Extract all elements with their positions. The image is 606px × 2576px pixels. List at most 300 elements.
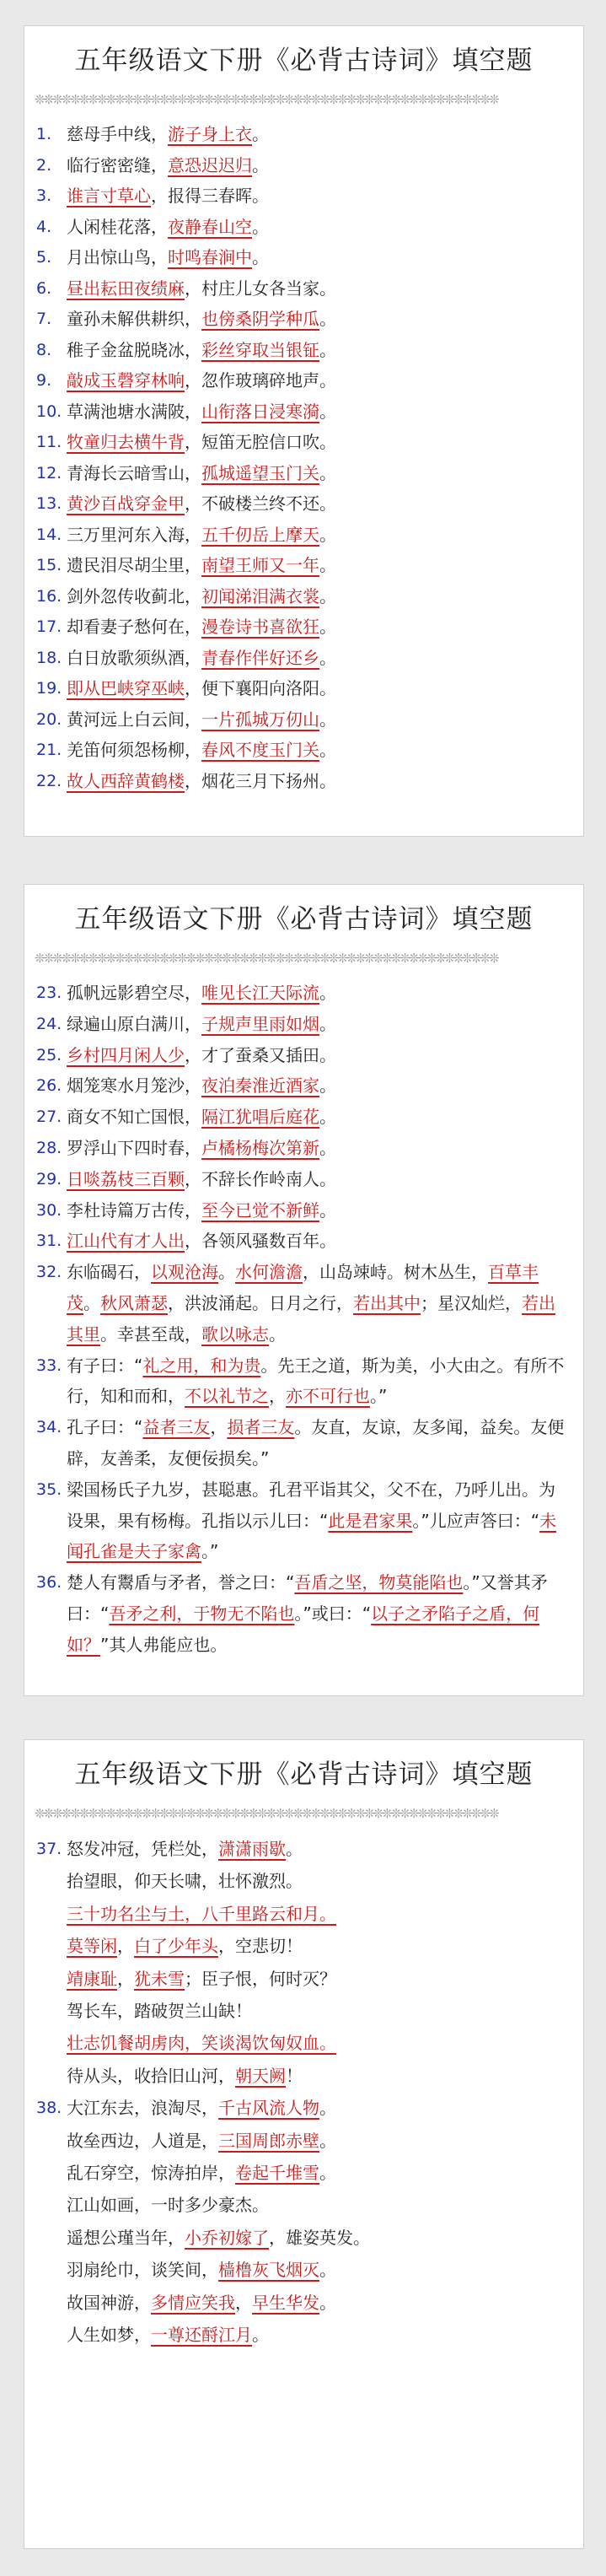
question-text <box>67 1164 568 1195</box>
prompt-text: ；星汉灿烂， <box>421 1292 522 1313</box>
question-number: 6. <box>36 278 52 298</box>
question-list <box>36 119 568 796</box>
prompt-text: 烟笼寒水月笼沙， <box>67 1075 201 1097</box>
prompt-text: 。”或曰：“ <box>294 1603 372 1624</box>
question-text <box>67 150 568 181</box>
question-item <box>36 1474 568 1567</box>
worksheet-page-2 <box>24 884 584 1696</box>
answer-text: 未闻孔雀是夫子家禽 <box>67 1510 557 1562</box>
prompt-text: ，烟花三月下扬州。 <box>185 770 336 791</box>
answer-text: 靖康耻 <box>67 1968 117 1989</box>
prompt-text: ，各领风骚数百年。 <box>185 1231 336 1252</box>
prompt-text: 。 <box>319 2163 336 2184</box>
question-number: 11. <box>36 433 62 451</box>
question-item <box>36 550 568 581</box>
question-text <box>67 520 568 551</box>
question-item <box>36 766 568 797</box>
prompt-text: 。 <box>319 309 336 329</box>
answer-text: 益者三友 <box>142 1417 211 1438</box>
question-item <box>36 978 568 1009</box>
question-item <box>36 150 568 181</box>
question-number: 2. <box>36 155 52 175</box>
answer-text: 时鸣春涧中 <box>168 247 252 267</box>
prompt-text: 楚人有鬻盾与矛者，誉之曰：“ <box>67 1572 295 1593</box>
prompt-text: ！ <box>286 2065 303 2086</box>
answer-text: 乡村四月闲人少 <box>67 1044 185 1065</box>
prompt-text: 草满池塘水满陂， <box>67 401 201 422</box>
prompt-text: 。 <box>319 1137 336 1158</box>
question-item <box>36 520 568 551</box>
star-divider: ❊❊❊❊❊❊❊❊❊❊❊❊❊❊❊❊❊❊❊❊❊❊❊❊❊❊❊❊❊❊❊❊❊❊❊❊❊❊❊❊❊❊❊❊❊❊❊❊❊❊❊❊ <box>35 1806 498 1821</box>
star-divider: ❊❊❊❊❊❊❊❊❊❊❊❊❊❊❊❊❊❊❊❊❊❊❊❊❊❊❊❊❊❊❊❊❊❊❊❊❊❊❊❊❊❊❊❊❊❊❊❊❊❊❊❊ <box>35 92 498 107</box>
question-number <box>36 2125 67 2157</box>
question-item <box>36 212 568 243</box>
question-text <box>67 458 568 489</box>
prompt-text: 。 <box>252 154 269 175</box>
answer-text: 至今已觉不新鲜 <box>201 1199 319 1221</box>
question-number: 14. <box>36 525 62 544</box>
answer-text: 以子之矛陷子之盾，何如？ <box>67 1603 540 1655</box>
prompt-text: 。 <box>286 1839 303 1859</box>
question-item <box>36 1040 568 1071</box>
question-item <box>36 1412 568 1474</box>
prompt-text: 。 <box>319 2130 336 2151</box>
question-item <box>36 735 568 766</box>
question-text <box>67 1102 568 1133</box>
prompt-text: 待从头，收拾旧山河， <box>67 2065 235 2086</box>
question-number: 27. <box>36 1107 62 1127</box>
answer-text: 夜静春山空 <box>168 216 252 237</box>
question-item <box>36 1133 568 1164</box>
question-text <box>67 273 568 304</box>
question-item <box>36 1009 568 1040</box>
question-number: 31. <box>36 1231 62 1251</box>
question-item <box>36 1350 568 1413</box>
question-item <box>36 242 568 273</box>
question-number: 33. <box>36 1355 62 1375</box>
prompt-text: 。”又誉其矛曰：“ <box>67 1572 548 1624</box>
question-item <box>36 1567 568 1660</box>
answer-text: 一片孤城万仞山 <box>201 709 319 730</box>
prompt-text: 。 <box>319 339 336 360</box>
prompt-text: 人闲桂花落， <box>67 216 168 237</box>
question-text <box>67 735 568 766</box>
question-text <box>67 365 568 396</box>
answer-text: 吾矛之利，于物无不陷也 <box>109 1603 295 1624</box>
answer-text: 秋风萧瑟 <box>100 1292 168 1313</box>
prompt-text: 却看妻子愁何在， <box>67 617 201 637</box>
prompt-text: 。 <box>319 462 336 483</box>
prompt-text: 罗浮山下四时春， <box>67 1137 201 1158</box>
prompt-text: ， <box>269 1386 286 1407</box>
question-item <box>36 2157 568 2189</box>
question-number: 8. <box>36 340 52 359</box>
answer-text: 孤城遥望玉门关 <box>201 462 319 483</box>
question-text <box>67 766 568 797</box>
prompt-text: 。 <box>252 2325 269 2346</box>
prompt-text: ，不破楼兰终不还。 <box>185 493 336 514</box>
question-item <box>36 1195 568 1226</box>
question-item <box>36 1102 568 1133</box>
prompt-text: 。 <box>252 124 269 144</box>
answer-text: 也傍桑阴学种瓜 <box>201 309 319 329</box>
prompt-text: 大江东去，浪淘尽， <box>67 2098 218 2119</box>
question-text <box>67 1009 568 1040</box>
question-text <box>67 1226 568 1257</box>
prompt-text: 。” <box>370 1386 388 1407</box>
question-item <box>36 427 568 458</box>
question-item <box>36 704 568 736</box>
question-item <box>36 1963 568 1995</box>
question-text <box>67 1833 568 1865</box>
prompt-text: 。 <box>319 617 336 637</box>
question-text <box>67 427 568 458</box>
question-text <box>67 1898 568 1930</box>
question-text <box>67 2254 568 2286</box>
question-number: 4. <box>36 217 52 236</box>
answer-text: 初闻涕泪满衣裳 <box>201 585 319 606</box>
question-item <box>36 2092 568 2124</box>
question-number: 29. <box>36 1169 62 1188</box>
page-title: 五年级语文下册《必背古诗词》填空题 <box>74 46 534 76</box>
answer-text: 漫卷诗书喜欲狂 <box>201 617 319 637</box>
answer-text: 多情应笑我 <box>151 2292 235 2313</box>
question-text <box>67 1040 568 1071</box>
question-text <box>67 581 568 612</box>
answer-text: 若出其中 <box>353 1292 421 1313</box>
question-text <box>67 1257 568 1350</box>
answer-text: 吾盾之坚，物莫能陷也 <box>294 1572 464 1593</box>
answer-text: 朝天阙 <box>235 2065 286 2086</box>
question-number <box>36 2254 67 2286</box>
prompt-text: 。”儿应声答曰：“ <box>412 1510 540 1531</box>
question-number <box>36 1930 67 1962</box>
question-text <box>67 335 568 366</box>
prompt-text: ，报得三春晖。 <box>151 186 269 206</box>
question-text <box>67 978 568 1009</box>
prompt-text: ， <box>117 1936 134 1957</box>
prompt-text: 临行密密缝， <box>67 154 168 175</box>
answer-text: 以观沧海 <box>151 1262 218 1283</box>
question-item <box>36 1833 568 1865</box>
question-text <box>67 2287 568 2319</box>
prompt-text: 商女不知亡国恨， <box>67 1107 201 1128</box>
question-number <box>36 2319 67 2351</box>
question-text <box>67 1865 568 1897</box>
question-item <box>36 181 568 212</box>
prompt-text: 。 <box>319 1013 336 1034</box>
answer-text: 意恐迟迟归 <box>168 154 252 175</box>
question-item <box>36 2222 568 2254</box>
answer-text: 一尊还酹江月 <box>151 2325 252 2346</box>
question-item <box>36 273 568 304</box>
prompt-text: 李杜诗篇万古传， <box>67 1199 201 1221</box>
worksheet-page-1 <box>24 25 584 837</box>
question-number <box>36 2027 67 2059</box>
answer-text: 南望王师又一年 <box>201 555 319 575</box>
question-item <box>36 643 568 674</box>
prompt-text: 抬望眼，仰天长啸，壮怀激烈。 <box>67 1871 303 1892</box>
question-text <box>67 1350 568 1413</box>
prompt-text: 怒发冲冠，凭栏处， <box>67 1839 218 1859</box>
worksheet-page-3 <box>24 1739 584 2549</box>
prompt-text: 。” <box>201 1541 219 1562</box>
prompt-text: 剑外忽传收蓟北， <box>67 585 201 606</box>
prompt-text: 。 <box>319 647 336 668</box>
answer-text: 夜泊秦淮近酒家 <box>201 1075 319 1097</box>
question-text <box>67 1412 568 1474</box>
question-item <box>36 2125 568 2157</box>
answer-text: 水何澹澹 <box>235 1262 303 1283</box>
prompt-text: 江山如画，一时多少豪杰。 <box>67 2195 269 2216</box>
question-number: 13. <box>36 494 62 513</box>
answer-text: 故人西辞黄鹤楼 <box>67 770 185 791</box>
answer-text: 潇潇雨歇 <box>218 1839 286 1859</box>
page-title: 五年级语文下册《必背古诗词》填空题 <box>74 1760 534 1790</box>
question-text <box>67 1474 568 1567</box>
answer-text: 春风不度玉门关 <box>201 740 319 760</box>
answer-text: 此是君家果 <box>328 1510 413 1531</box>
answer-text: 不以礼节之 <box>185 1386 269 1407</box>
prompt-text: 孔子曰：“ <box>67 1417 143 1438</box>
question-item <box>36 612 568 643</box>
prompt-text: ，不辞长作岭南人。 <box>185 1168 336 1189</box>
question-number <box>36 2157 67 2189</box>
question-number <box>36 2287 67 2319</box>
prompt-text: ，空悲切！ <box>218 1936 303 1957</box>
prompt-text: 。 <box>319 740 336 760</box>
question-number: 35. <box>36 1479 62 1499</box>
question-number <box>36 1898 67 1930</box>
question-text <box>67 2189 568 2221</box>
question-number: 34. <box>36 1418 62 1437</box>
answer-text: 壮志饥餐胡虏肉，笑谈渴饮匈奴血。 <box>67 2033 336 2054</box>
answer-text: 千古风流人物 <box>218 2098 319 2119</box>
prompt-text: 。先王之道，斯为美，小大由之。有所不行，知和而和， <box>67 1355 565 1407</box>
answer-text: 游子身上衣 <box>168 124 252 144</box>
prompt-text: 。 <box>252 247 269 267</box>
question-text <box>67 1133 568 1164</box>
question-text <box>67 488 568 520</box>
question-number <box>36 2060 67 2092</box>
prompt-text: 遥想公瑾当年， <box>67 2227 185 2248</box>
prompt-text: 羌笛何须怨杨柳， <box>67 740 201 760</box>
prompt-text: 。 <box>319 1199 336 1221</box>
question-text <box>67 1070 568 1102</box>
prompt-text: 。 <box>319 1075 336 1097</box>
answer-text: 小乔初嫁了 <box>185 2227 269 2248</box>
question-text <box>67 304 568 335</box>
prompt-text: ，村庄儿女各当家。 <box>185 278 336 299</box>
question-text <box>67 2027 568 2059</box>
question-text <box>67 612 568 643</box>
prompt-text: 。 <box>319 524 336 545</box>
answer-text: 三国周郎赤壁 <box>218 2130 319 2151</box>
answer-text: 若出其里 <box>67 1292 555 1345</box>
question-item <box>36 1898 568 1930</box>
question-list <box>36 1833 568 2352</box>
question-number: 18. <box>36 648 62 667</box>
question-item <box>36 1930 568 1962</box>
prompt-text: 。 <box>218 1262 235 1283</box>
question-text <box>67 2092 568 2124</box>
question-number <box>36 1865 67 1897</box>
prompt-text: ，雄姿英发。 <box>269 2227 370 2248</box>
prompt-text: 东临碣石， <box>67 1262 151 1283</box>
answer-text: 百草丰茂 <box>67 1262 539 1313</box>
question-number: 23. <box>36 984 62 1002</box>
question-item <box>36 396 568 428</box>
answer-text: 子规声里雨如烟 <box>201 1013 319 1034</box>
question-text <box>67 2157 568 2189</box>
question-text <box>67 704 568 736</box>
answer-text: 谁言寸草心 <box>67 186 151 206</box>
question-text <box>67 2319 568 2351</box>
question-number: 1. <box>36 125 52 143</box>
question-text <box>67 2222 568 2254</box>
prompt-text: 。 <box>319 401 336 422</box>
question-item <box>36 365 568 396</box>
question-text <box>67 2125 568 2157</box>
answer-text: 昼出耘田夜绩麻 <box>67 278 185 299</box>
star-divider: ❊❊❊❊❊❊❊❊❊❊❊❊❊❊❊❊❊❊❊❊❊❊❊❊❊❊❊❊❊❊❊❊❊❊❊❊❊❊❊❊❊❊❊❊❊❊❊❊❊❊❊❊ <box>35 951 498 966</box>
question-text <box>67 1567 568 1660</box>
question-number: 12. <box>36 463 62 482</box>
question-text <box>67 1963 568 1995</box>
question-number: 10. <box>36 401 62 421</box>
question-item <box>36 2287 568 2319</box>
prompt-text: 。幸甚至哉， <box>100 1323 201 1345</box>
prompt-text: 。 <box>319 2292 336 2313</box>
prompt-text: ”其人弗能应也。 <box>100 1634 228 1655</box>
question-item <box>36 2027 568 2059</box>
question-item <box>36 1995 568 2027</box>
question-number: 30. <box>36 1200 62 1220</box>
prompt-text: ，便下襄阳向洛阳。 <box>185 678 336 698</box>
prompt-text: 慈母手中线， <box>67 124 168 144</box>
prompt-text: 人生如梦， <box>67 2325 151 2346</box>
answer-text: 犹未雪 <box>134 1968 185 1989</box>
prompt-text: ， <box>235 2292 252 2313</box>
question-number: 5. <box>36 248 52 267</box>
prompt-text: 稚子金盆脱晓冰， <box>67 339 201 360</box>
prompt-text: 驾长车，踏破贺兰山缺！ <box>67 2001 252 2022</box>
prompt-text: ；臣子恨，何时灭？ <box>185 1968 336 1989</box>
question-item <box>36 119 568 150</box>
question-item <box>36 1257 568 1350</box>
question-text <box>67 2060 568 2092</box>
question-number: 7. <box>36 310 52 328</box>
question-number <box>36 1995 67 2027</box>
question-number <box>36 2189 67 2221</box>
answer-text: 白了少年头 <box>134 1936 218 1957</box>
question-text <box>67 212 568 243</box>
question-text <box>67 673 568 704</box>
answer-text: 歌以咏志 <box>201 1323 269 1345</box>
prompt-text: 故垒西边，人道是， <box>67 2130 218 2151</box>
question-number: 9. <box>36 371 52 390</box>
question-number: 19. <box>36 679 62 698</box>
question-number: 20. <box>36 709 62 729</box>
question-number: 15. <box>36 556 62 574</box>
prompt-text: 故国神游， <box>67 2292 151 2313</box>
question-item <box>36 1070 568 1102</box>
question-number: 25. <box>36 1045 62 1064</box>
prompt-text: 。 <box>83 1292 100 1313</box>
question-number: 37. <box>36 1840 62 1858</box>
question-item <box>36 673 568 704</box>
answer-text: 唯见长江天际流 <box>201 983 319 1003</box>
question-item <box>36 335 568 366</box>
question-item <box>36 458 568 489</box>
answer-text: 彩丝穿取当银钲 <box>201 339 319 360</box>
answer-text: 早生华发 <box>252 2292 319 2313</box>
question-number: 16. <box>36 586 62 606</box>
question-item <box>36 1865 568 1897</box>
prompt-text: 青海长云暗雪山， <box>67 462 201 483</box>
question-text <box>67 181 568 212</box>
prompt-text: 有子曰：“ <box>67 1355 143 1376</box>
prompt-text: 。 <box>252 216 269 237</box>
prompt-text: 。 <box>319 983 336 1003</box>
prompt-text: 。 <box>319 2260 336 2281</box>
answer-text: 隔江犹唱后庭花 <box>201 1107 319 1128</box>
question-text <box>67 242 568 273</box>
prompt-text: 。 <box>319 555 336 575</box>
answer-text: 青春作伴好还乡 <box>201 647 319 668</box>
answer-text: 莫等闲 <box>67 1936 117 1957</box>
question-number: 22. <box>36 771 62 790</box>
prompt-text: 三万里河东入海， <box>67 524 201 545</box>
question-item <box>36 1164 568 1195</box>
question-text <box>67 1995 568 2027</box>
prompt-text: 白日放歌须纵酒， <box>67 647 201 668</box>
prompt-text: 遗民泪尽胡尘里， <box>67 555 201 575</box>
prompt-text: 孤帆远影碧空尽， <box>67 983 201 1003</box>
answer-text: 江山代有才人出 <box>67 1231 185 1252</box>
prompt-text: ，忽作玻璃碎地声。 <box>185 370 336 391</box>
question-item <box>36 2319 568 2351</box>
question-number: 24. <box>36 1014 62 1033</box>
question-item <box>36 2189 568 2221</box>
answer-text: 黄沙百战穿金甲 <box>67 493 185 514</box>
answer-text: 卢橘杨梅次第新 <box>201 1137 319 1158</box>
prompt-text: 童孙未解供耕织， <box>67 309 201 329</box>
prompt-text: 。 <box>319 1107 336 1128</box>
prompt-text: 。友直，友谅，友多闻，益矣。友便辟，友善柔，友便佞损矣。” <box>67 1417 565 1469</box>
question-text <box>67 396 568 428</box>
prompt-text: ，短笛无腔信口吹。 <box>185 432 336 452</box>
question-item <box>36 2254 568 2286</box>
answer-text: 损者三友 <box>227 1417 295 1438</box>
prompt-text: 绿遍山原白满川， <box>67 1013 201 1034</box>
question-number <box>36 1963 67 1995</box>
prompt-text: ，山岛竦峙。树木丛生， <box>303 1262 488 1283</box>
answer-text: 山衔落日浸寒漪 <box>201 401 319 422</box>
answer-text: 牧童归去横牛背 <box>67 432 185 452</box>
question-item <box>36 488 568 520</box>
question-number: 32. <box>36 1263 62 1282</box>
prompt-text: 。 <box>319 709 336 730</box>
prompt-text: ，才了蚕桑又插田。 <box>185 1044 336 1065</box>
question-item <box>36 581 568 612</box>
question-number: 21. <box>36 741 62 759</box>
prompt-text: 黄河远上白云间， <box>67 709 201 730</box>
question-number: 3. <box>36 186 52 205</box>
answer-text: 卷起千堆雪 <box>235 2163 319 2184</box>
prompt-text: 月出惊山鸟， <box>67 247 168 267</box>
question-number: 26. <box>36 1076 62 1096</box>
